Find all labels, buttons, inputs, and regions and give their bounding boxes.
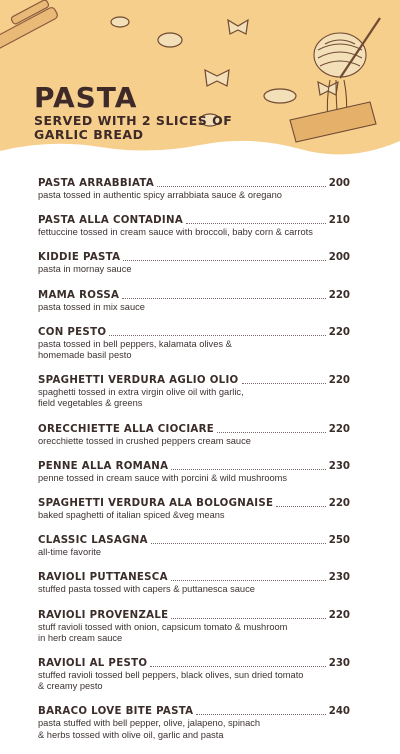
menu-item-price: 230 xyxy=(328,572,350,584)
menu-item-price: 220 xyxy=(328,609,350,621)
menu-item-price: 220 xyxy=(328,375,350,387)
menu-item-row xyxy=(38,497,350,510)
menu-item-description: spaghetti tossed in extra virgin olive oil with garlic, field vegetables & greens xyxy=(38,387,244,409)
dot-leader xyxy=(122,298,326,299)
dot-leader xyxy=(109,335,325,336)
menu-item-description: fettuccine tossed in cream sauce with broccoli, baby corn & carrots xyxy=(38,227,313,238)
menu-item-description: baked spaghetti of italian spiced &veg means xyxy=(38,510,225,521)
menu-item-description: stuffed pasta tossed with capers & puttanesca sauce xyxy=(38,584,255,595)
menu-item-price: 230 xyxy=(328,460,350,472)
menu-item-name: RAVIOLI PROVENZALE xyxy=(38,609,169,621)
menu-item xyxy=(38,460,350,484)
menu-item-name: PASTA ALLA CONTADINA xyxy=(38,215,184,227)
menu-item-row xyxy=(38,609,350,622)
menu-item-description: pasta tossed in authentic spicy arrabbiata sauce & oregano xyxy=(38,190,282,200)
menu-item-price: 210 xyxy=(328,215,350,227)
menu-item-description: all-time favorite xyxy=(38,547,102,558)
menu-item-row xyxy=(38,460,350,473)
menu-item-price: 220 xyxy=(328,326,350,338)
menu-item xyxy=(38,705,350,740)
menu-item-name: KIDDIE PASTA xyxy=(38,252,121,264)
menu-item-price: 240 xyxy=(328,706,350,718)
dot-leader xyxy=(123,260,325,261)
menu-item-name: SPAGHETTI VERDURA AGLIO OLIO xyxy=(38,375,239,387)
menu-item-price: 250 xyxy=(328,535,350,547)
menu-item-row xyxy=(38,423,350,436)
menu-item xyxy=(38,657,350,692)
menu-item xyxy=(38,251,350,275)
header-banner xyxy=(0,0,400,160)
menu-item xyxy=(38,177,350,201)
menu-item-row xyxy=(38,705,350,718)
dot-leader xyxy=(276,506,325,507)
menu-item-name: SPAGHETTI VERDURA ALA BOLOGNAISE xyxy=(38,498,274,510)
menu-item xyxy=(38,534,350,558)
dot-leader xyxy=(171,580,326,581)
menu-item-row xyxy=(38,657,350,670)
menu-item-name: RAVIOLI AL PESTO xyxy=(38,658,148,670)
menu-item-row xyxy=(38,251,350,264)
menu-item xyxy=(38,326,350,361)
menu-item-name: BARACO LOVE BITE PASTA xyxy=(38,706,194,718)
page-subtitle: SERVED WITH 2 SLICES OF GARLIC BREAD xyxy=(34,113,233,142)
dot-leader xyxy=(242,383,326,384)
menu-item-price: 220 xyxy=(328,498,350,510)
dot-leader xyxy=(157,186,326,187)
menu-list xyxy=(38,177,350,754)
dot-leader xyxy=(186,223,326,224)
dot-leader xyxy=(196,714,325,715)
menu-item-description: penne tossed in cream sauce with porcini & wild mushrooms xyxy=(38,472,288,483)
menu-item-name: MAMA ROSSA xyxy=(38,289,120,301)
menu-item-name: CON PESTO xyxy=(38,326,107,338)
menu-item-description: pasta stuffed with bell pepper, olive, jalapeno, spinach & herbs tossed with olive oil, garlic and pasta xyxy=(38,718,261,740)
menu-item xyxy=(38,423,350,447)
menu-item-row xyxy=(38,214,350,227)
menu-item-price: 200 xyxy=(328,178,350,189)
menu-item-description: pasta tossed in mix sauce xyxy=(38,301,145,312)
menu-item-row xyxy=(38,571,350,584)
dot-leader xyxy=(171,618,325,619)
menu-item xyxy=(38,214,350,238)
menu-item-description: pasta in mornay sauce xyxy=(38,264,132,275)
menu-item-row xyxy=(38,534,350,547)
menu-item-price: 220 xyxy=(328,423,350,435)
page-title: PASTA xyxy=(34,81,138,114)
dot-leader xyxy=(151,543,326,544)
dot-leader xyxy=(217,432,326,433)
menu-item-name: RAVIOLI PUTTANESCA xyxy=(38,572,168,584)
menu-item-description: pasta tossed in bell peppers, kalamata olives & homemade basil pesto xyxy=(38,338,232,361)
menu-item-price: 200 xyxy=(328,252,350,264)
menu-item xyxy=(38,609,350,644)
menu-item xyxy=(38,374,350,409)
menu-item-name: ORECCHIETTE ALLA CIOCIARE xyxy=(38,423,215,435)
dot-leader xyxy=(150,666,325,667)
menu-item-name: PENNE ALLA ROMANA xyxy=(38,460,169,472)
menu-item-price: 230 xyxy=(328,658,350,670)
dot-leader xyxy=(171,469,325,470)
menu-item-row xyxy=(38,326,350,339)
menu-item-price: 220 xyxy=(328,289,350,301)
menu-item xyxy=(38,289,350,313)
menu-item-row xyxy=(38,177,350,190)
menu-item-row xyxy=(38,374,350,387)
menu-item xyxy=(38,497,350,521)
menu-item-name: PASTA ARRABBIATA xyxy=(38,178,155,189)
menu-item-description: orecchiette tossed in crushed peppers cream sauce xyxy=(38,435,251,446)
menu-item xyxy=(38,571,350,595)
menu-item-description: stuff ravioli tossed with onion, capsicum tomato & mushroom in herb cream sauce xyxy=(38,621,288,643)
menu-item-description: stuffed ravioli tossed bell peppers, black olives, sun dried tomato & creamy pesto xyxy=(38,670,304,692)
menu-item-row xyxy=(38,289,350,302)
menu-item-name: CLASSIC LASAGNA xyxy=(38,535,148,547)
